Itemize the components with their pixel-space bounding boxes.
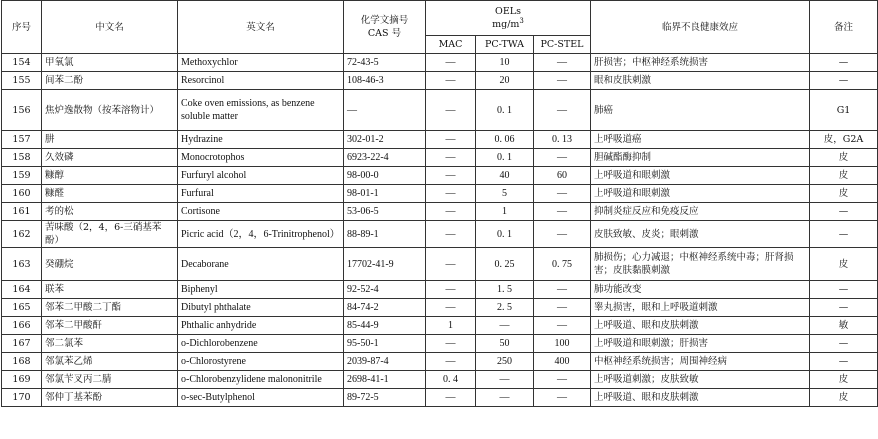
table-row: [2, 131, 878, 149]
row-seq: 161: [2, 203, 42, 221]
row-chinese-name: 邻苯二甲酸二丁酯: [42, 299, 178, 317]
row-pc-twa: —: [476, 317, 534, 335]
header-oels-unit: [429, 18, 587, 31]
row-pc-stel: —: [534, 371, 591, 389]
row-seq: 165: [2, 299, 42, 317]
row-mac: —: [426, 72, 476, 90]
row-seq: 154: [2, 54, 42, 72]
row-seq: 163: [2, 248, 42, 281]
row-english-name: Monocrotophos: [178, 149, 344, 167]
table-body: [2, 54, 878, 407]
row-chinese-name: 癸硼烷: [42, 248, 178, 281]
table-row: [2, 299, 878, 317]
row-cas-number: 98-00-0: [344, 167, 426, 185]
row-pc-twa: —: [476, 371, 534, 389]
row-note: 皮: [810, 248, 878, 281]
row-cas-number: 98-01-1: [344, 185, 426, 203]
row-pc-stel: 100: [534, 335, 591, 353]
row-pc-stel: 0. 13: [534, 131, 591, 149]
row-health-effect: 上呼吸道、眼和皮肤刺激: [591, 389, 810, 407]
row-health-effect: 上呼吸道和眼刺激；肝损害: [591, 335, 810, 353]
row-health-effect: 上呼吸道和眼刺激: [591, 167, 810, 185]
row-english-name: o-Chlorobenzylidene malononitrile: [178, 371, 344, 389]
row-english-name: Biphenyl: [178, 281, 344, 299]
row-pc-twa: 0. 1: [476, 221, 534, 248]
row-english-name: Cortisone: [178, 203, 344, 221]
row-english-name: o-sec-Butylphenol: [178, 389, 344, 407]
row-pc-twa: 250: [476, 353, 534, 371]
row-english-name: Resorcinol: [178, 72, 344, 90]
row-chinese-name: 甲氧氯: [42, 54, 178, 72]
row-chinese-name: 邻氯苯乙烯: [42, 353, 178, 371]
row-seq: 167: [2, 335, 42, 353]
row-seq: 159: [2, 167, 42, 185]
row-mac: —: [426, 221, 476, 248]
header-cas-line2: CAS 号: [367, 28, 402, 39]
row-note: G1: [810, 90, 878, 131]
row-mac: —: [426, 90, 476, 131]
row-pc-stel: —: [534, 90, 591, 131]
row-cas-number: 85-44-9: [344, 317, 426, 335]
row-note: —: [810, 299, 878, 317]
row-pc-twa: 50: [476, 335, 534, 353]
row-pc-stel: —: [534, 54, 591, 72]
header-note: 备注: [810, 1, 878, 54]
row-cas-number: 89-72-5: [344, 389, 426, 407]
row-pc-twa: —: [476, 389, 534, 407]
row-chinese-name: 久效磷: [42, 149, 178, 167]
row-seq: 158: [2, 149, 42, 167]
table-row: [2, 335, 878, 353]
row-pc-stel: 400: [534, 353, 591, 371]
table-row: [2, 90, 878, 131]
row-pc-twa: 20: [476, 72, 534, 90]
row-mac: —: [426, 185, 476, 203]
header-effect: 临界不良健康效应: [591, 1, 810, 54]
table-row: [2, 221, 878, 248]
row-cas-number: 53-06-5: [344, 203, 426, 221]
row-pc-stel: —: [534, 317, 591, 335]
row-english-name: Phthalic anhydride: [178, 317, 344, 335]
row-cas-number: 2039-87-4: [344, 353, 426, 371]
row-note: 敏: [810, 317, 878, 335]
row-english-name: o-Chlorostyrene: [178, 353, 344, 371]
row-chinese-name: 间苯二酚: [42, 72, 178, 90]
row-chinese-name: 邻氯苄叉丙二腈: [42, 371, 178, 389]
header-cas-line1: 化学文摘号: [360, 15, 409, 26]
row-english-name: Picric acid（2，4，6-Trinitrophenol）: [178, 221, 344, 248]
row-mac: 0. 4: [426, 371, 476, 389]
row-note: —: [810, 335, 878, 353]
row-mac: 1: [426, 317, 476, 335]
row-health-effect: 上呼吸道癌: [591, 131, 810, 149]
row-cas-number: 84-74-2: [344, 299, 426, 317]
header-mac: MAC: [426, 36, 476, 54]
row-pc-twa: 40: [476, 167, 534, 185]
row-mac: —: [426, 203, 476, 221]
row-pc-twa: 2. 5: [476, 299, 534, 317]
table-row: [2, 54, 878, 72]
row-seq: 170: [2, 389, 42, 407]
row-note: 皮: [810, 389, 878, 407]
row-health-effect: 上呼吸道、眼和皮肤刺激: [591, 317, 810, 335]
row-health-effect: 肺癌: [591, 90, 810, 131]
table-row: [2, 72, 878, 90]
row-pc-twa: 0. 25: [476, 248, 534, 281]
row-note: 皮: [810, 371, 878, 389]
row-mac: —: [426, 299, 476, 317]
row-health-effect: 肺损伤；心力减退；中枢神经系统中毒；肝肾损害；皮肤黏膜刺激: [591, 248, 810, 281]
row-cas-number: 108-46-3: [344, 72, 426, 90]
table-row: [2, 353, 878, 371]
row-pc-stel: —: [534, 203, 591, 221]
row-note: —: [810, 54, 878, 72]
row-english-name: Furfural: [178, 185, 344, 203]
row-seq: 162: [2, 221, 42, 248]
row-seq: 155: [2, 72, 42, 90]
row-chinese-name: 肼: [42, 131, 178, 149]
row-pc-stel: —: [534, 149, 591, 167]
header-oels: [426, 1, 591, 36]
row-english-name: Hydrazine: [178, 131, 344, 149]
header-oels-title: OELs: [495, 6, 521, 17]
row-cas-number: 88-89-1: [344, 221, 426, 248]
row-pc-stel: —: [534, 389, 591, 407]
table-row: [2, 281, 878, 299]
row-seq: 164: [2, 281, 42, 299]
row-pc-twa: 0. 1: [476, 149, 534, 167]
row-mac: —: [426, 131, 476, 149]
table-row: [2, 185, 878, 203]
header-cas: [344, 1, 426, 54]
row-english-name: Dibutyl phthalate: [178, 299, 344, 317]
row-mac: —: [426, 149, 476, 167]
row-note: 皮: [810, 167, 878, 185]
row-english-name: o-Dichlorobenzene: [178, 335, 344, 353]
row-chinese-name: 糠醇: [42, 167, 178, 185]
row-health-effect: 肝损害；中枢神经系统损害: [591, 54, 810, 72]
row-pc-stel: —: [534, 185, 591, 203]
row-seq: 160: [2, 185, 42, 203]
table-row: [2, 149, 878, 167]
row-chinese-name: 邻二氯苯: [42, 335, 178, 353]
row-cas-number: 17702-41-9: [344, 248, 426, 281]
row-health-effect: 上呼吸道刺激；皮肤致敏: [591, 371, 810, 389]
header-oels-unit-text: mg/m: [492, 19, 520, 30]
row-seq: 166: [2, 317, 42, 335]
row-chinese-name: 邻仲丁基苯酚: [42, 389, 178, 407]
header-english-name: 英文名: [178, 1, 344, 54]
table-row: [2, 203, 878, 221]
row-note: 皮，G2A: [810, 131, 878, 149]
row-cas-number: 6923-22-4: [344, 149, 426, 167]
row-cas-number: 2698-41-1: [344, 371, 426, 389]
row-chinese-name: 联苯: [42, 281, 178, 299]
row-cas-number: 72-43-5: [344, 54, 426, 72]
row-seq: 168: [2, 353, 42, 371]
row-note: —: [810, 353, 878, 371]
row-pc-stel: —: [534, 281, 591, 299]
row-note: 皮: [810, 149, 878, 167]
row-health-effect: 胆碱酯酶抑制: [591, 149, 810, 167]
row-note: —: [810, 281, 878, 299]
row-pc-twa: 1: [476, 203, 534, 221]
row-pc-twa: 1. 5: [476, 281, 534, 299]
table-row: [2, 317, 878, 335]
row-note: —: [810, 72, 878, 90]
header-chinese-name: 中文名: [42, 1, 178, 54]
row-chinese-name: 考的松: [42, 203, 178, 221]
row-pc-stel: —: [534, 72, 591, 90]
row-cas-number: 92-52-4: [344, 281, 426, 299]
row-pc-twa: 0. 06: [476, 131, 534, 149]
row-cas-number: —: [344, 90, 426, 131]
row-health-effect: 中枢神经系统损害；周围神经病: [591, 353, 810, 371]
row-chinese-name: 苦味酸（2，4，6-三硝基苯酚）: [42, 221, 178, 248]
row-health-effect: 眼和皮肤刺激: [591, 72, 810, 90]
row-note: —: [810, 221, 878, 248]
row-english-name: Furfuryl alcohol: [178, 167, 344, 185]
row-chinese-name: 焦炉逸散物（按苯溶物计）: [42, 90, 178, 131]
oel-table: [1, 0, 878, 407]
row-chinese-name: 糠醛: [42, 185, 178, 203]
row-mac: —: [426, 248, 476, 281]
header-pc-stel: PC-STEL: [534, 36, 591, 54]
row-pc-stel: —: [534, 299, 591, 317]
row-pc-twa: 5: [476, 185, 534, 203]
row-seq: 156: [2, 90, 42, 131]
header-oels-unit-sup: 3: [519, 16, 524, 25]
row-mac: —: [426, 389, 476, 407]
row-mac: —: [426, 353, 476, 371]
row-health-effect: 睾丸损害，眼和上呼吸道刺激: [591, 299, 810, 317]
header-pc-twa: PC-TWA: [476, 36, 534, 54]
row-cas-number: 95-50-1: [344, 335, 426, 353]
row-health-effect: 肺功能改变: [591, 281, 810, 299]
row-note: —: [810, 203, 878, 221]
row-seq: 169: [2, 371, 42, 389]
row-cas-number: 302-01-2: [344, 131, 426, 149]
row-health-effect: 皮肤致敏、皮炎；眼刺激: [591, 221, 810, 248]
row-pc-stel: —: [534, 221, 591, 248]
row-mac: —: [426, 54, 476, 72]
row-mac: —: [426, 167, 476, 185]
row-health-effect: 抑制炎症反应和免疫反应: [591, 203, 810, 221]
row-pc-stel: 60: [534, 167, 591, 185]
table-row: [2, 389, 878, 407]
row-seq: 157: [2, 131, 42, 149]
row-chinese-name: 邻苯二甲酸酐: [42, 317, 178, 335]
row-mac: —: [426, 335, 476, 353]
header-seq: 序号: [2, 1, 42, 54]
table-row: [2, 167, 878, 185]
row-health-effect: 上呼吸道和眼刺激: [591, 185, 810, 203]
row-pc-stel: 0. 75: [534, 248, 591, 281]
row-english-name: Decaborane: [178, 248, 344, 281]
row-pc-twa: 10: [476, 54, 534, 72]
row-mac: —: [426, 281, 476, 299]
table-row: [2, 371, 878, 389]
table-row: [2, 248, 878, 281]
row-pc-twa: 0. 1: [476, 90, 534, 131]
row-english-name: Methoxychlor: [178, 54, 344, 72]
row-note: 皮: [810, 185, 878, 203]
row-english-name: Coke oven emissions, as benzene soluble matter: [178, 90, 344, 131]
